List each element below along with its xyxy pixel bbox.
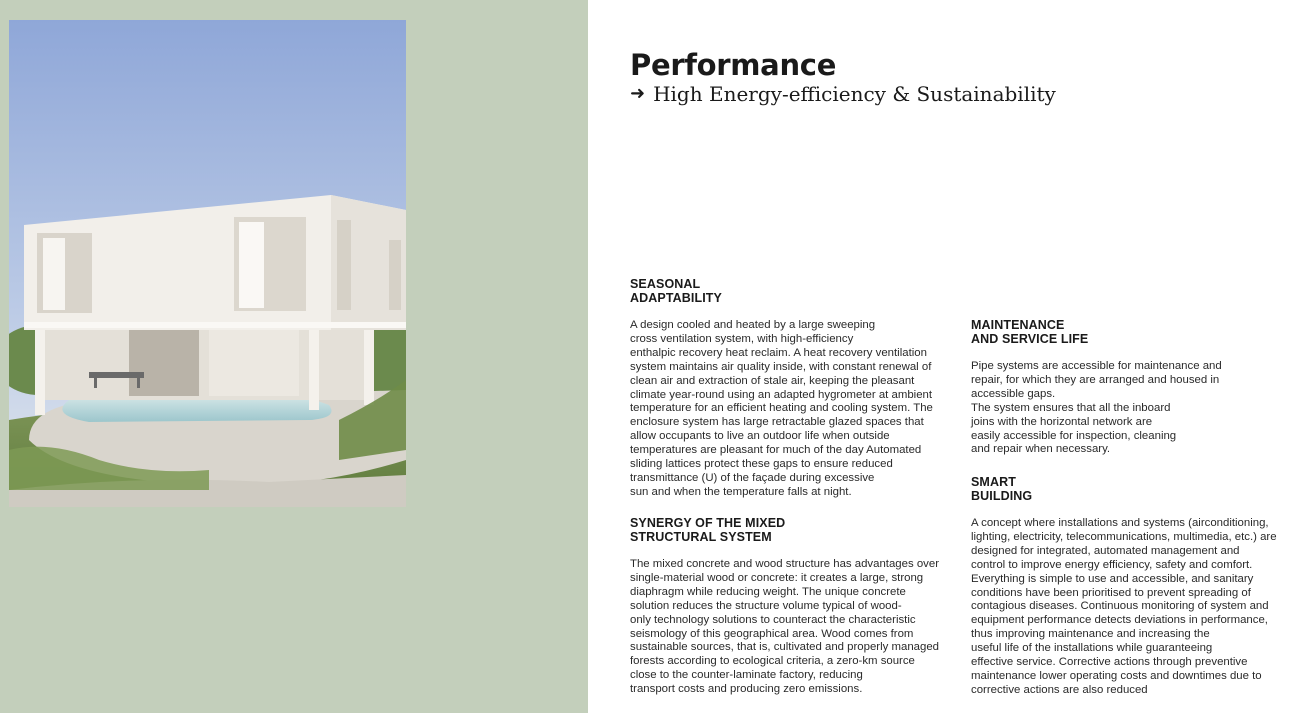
arrow-right-icon: ➜ — [630, 83, 646, 104]
section-heading: SEASONAL ADAPTABILITY — [630, 277, 722, 305]
section-body: A concept where installations and systems (airconditioning, lighting, electricity, telecommunications, multimedia, etc.) are designed for integrated, automated management and control to improve energy efficiency, safety and comfort. Everything is simple to use and accessible, and sanitary conditions have been prioritised to prevent spreading of contagious diseases. Continuous monitoring of system and equipment performance detects deviations in performance, thus improving maintenance and increasing the useful life of the installations while guaranteeing effective service. Corrective actions through preventive maintenance lower operating costs and downtimes due to corrective actions are also reduced — [971, 517, 1277, 696]
section-heading: MAINTENANCE AND SERVICE LIFE — [971, 318, 1089, 346]
section-smart-building — [971, 475, 1296, 698]
subtitle-text: High Energy-efficiency & Sustainability — [653, 82, 1056, 106]
section-body: Pipe systems are accessible for maintenance and repair, for which they are arranged and housed in accessible gaps. The system ensures that all the inboard joins with the horizontal network are easily accessible for inspection, cleaning and repair when necessary. — [971, 360, 1222, 456]
section-heading: SYNERGY OF THE MIXED STRUCTURAL SYSTEM — [630, 516, 786, 544]
page-subtitle — [630, 82, 1056, 106]
page-title: Performance — [630, 48, 837, 82]
section-maintenance — [971, 318, 1301, 457]
section-seasonal-adaptability — [630, 277, 960, 500]
page-header — [630, 48, 1056, 106]
section-body: The mixed concrete and wood structure has advantages over single-material wood or concrete: it creates a large, strong diaphragm while reducing weight. The unique concrete solution reduces the structure volume typical of wood- only technology solutions to counteract the characteristic seismology of this geographical area. Wood comes from sustainable sources, that is, cultivated and properly managed forests according to ecological criteria, a zero-km source close to the counter-laminate factory, reducing transport costs and producing zero emissions. — [630, 558, 939, 696]
section-heading: SMART BUILDING — [971, 475, 1033, 503]
section-body: A design cooled and heated by a large sweeping cross ventilation system, with high-efficiency enthalpic recovery heat reclaim. A heat recovery ventilation system maintains air quality inside, with constant renewal of clean air and extraction of stale air, keeping the pleasant climate year-round using an adapted hygrometer at ambient temperature for an efficient heating and cooling system. The enclosure system has large retractable glazed spaces that allow occupants to live an outdoor life when outside temperatures are pleasant for much of the day Automated sliding lattices protect these gaps to ensure reduced transmittance (U) of the façade during excessive sun and when the temperature falls at night. — [630, 319, 933, 498]
house-photo — [9, 20, 406, 507]
left-green-panel — [0, 0, 588, 713]
section-structural-system — [630, 516, 960, 697]
